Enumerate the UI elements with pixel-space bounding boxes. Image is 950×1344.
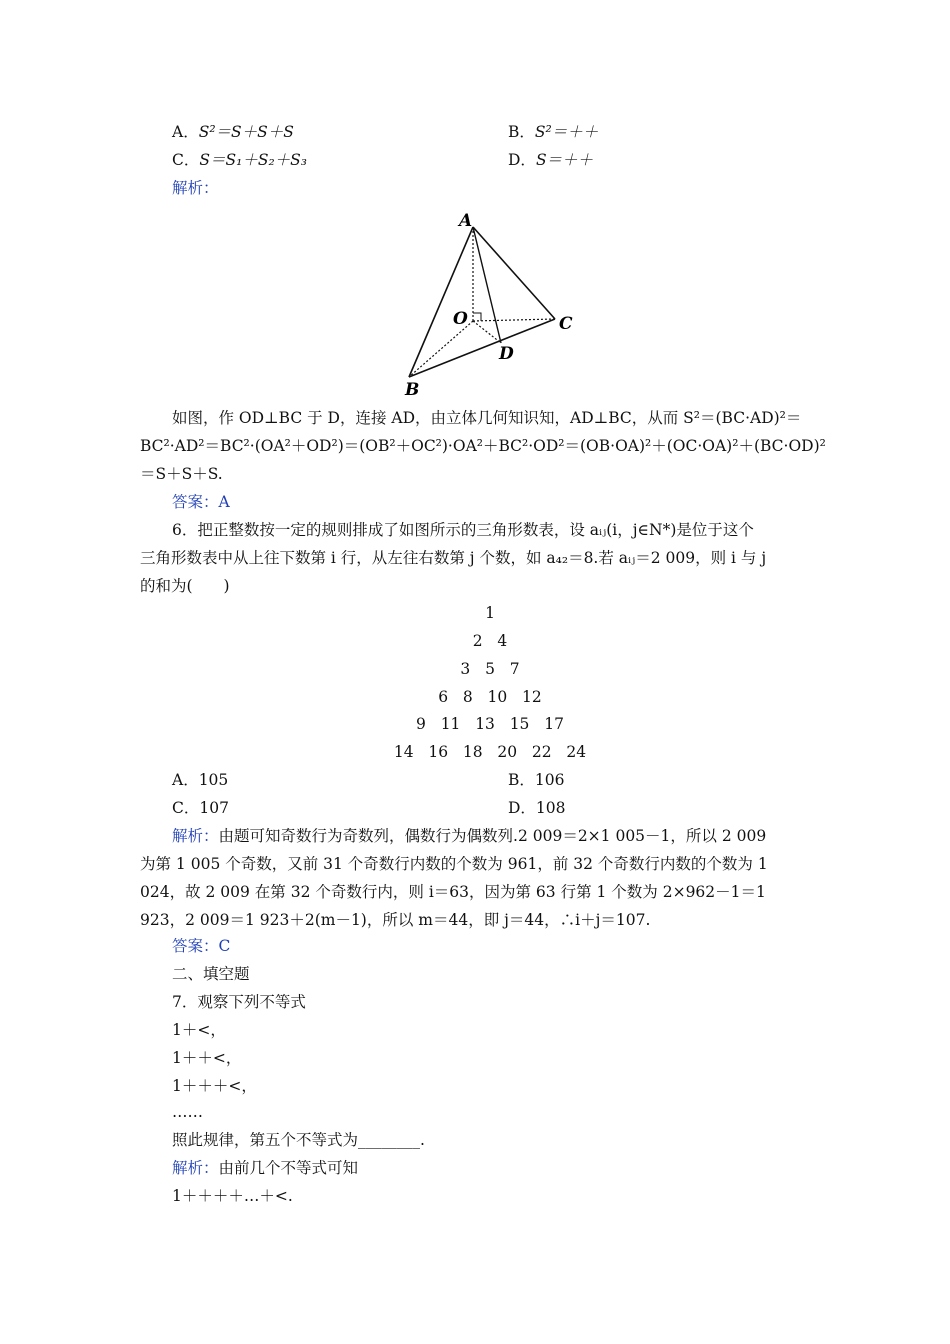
figure-label-o: O — [453, 309, 468, 329]
q5-explain-line3: ＝S＋S＋S. — [140, 465, 223, 483]
figure-label-d: D — [499, 344, 514, 364]
q6-solution-line1 — [172, 826, 766, 846]
q6-solution-line2: 为第 1 005 个奇数，又前 31 个奇数行内数的个数为 961，前 32 个奇数行内数的个数为 1 — [140, 855, 768, 873]
q7-inequality-1: 1＋<， — [172, 1021, 226, 1039]
q6-answer: 答案：C — [172, 937, 231, 955]
q7-title: 7．观察下列不等式 — [172, 993, 306, 1011]
tetrahedron-figure — [395, 205, 585, 400]
q5-explain-line2: BC²·AD²＝BC²·(OA²＋OD²)＝(OB²＋OC²)·OA²＋BC²·OD²＝(OB·OA)²＋(OC·OA)²＋(BC·OD)² — [140, 437, 826, 455]
q5-option-d-text: S＝＋＋ — [535, 151, 594, 169]
q5-option-d-label: D． — [508, 151, 536, 169]
q5-option-c — [172, 150, 307, 170]
q6-line1: 6．把正整数按一定的规则排成了如图所示的三角形数表，设 aᵢⱼ(i，j∈N*)是位于这个 — [172, 521, 754, 539]
q5-option-b-label: B． — [508, 123, 535, 141]
q5-option-a-label: A． — [172, 123, 199, 141]
q7-inequality-2: 1＋＋<， — [172, 1049, 242, 1067]
triangle-row-5: 9 11 13 15 17 — [416, 715, 564, 733]
q7-solution-text: 由前几个不等式可知 — [218, 1159, 359, 1177]
triangle-row-1: 1 — [485, 604, 495, 622]
q5-option-b-text: S²＝＋＋ — [534, 123, 599, 141]
q6-solution-line3: 024，故 2 009 在第 32 个奇数行内，则 i＝63，因为第 63 行第 1 个数为 2×962－1＝1 — [140, 883, 766, 901]
q7-prompt: 照此规律，第五个不等式为________. — [172, 1131, 425, 1149]
triangle-row-4: 6 8 10 12 — [438, 688, 542, 706]
q5-solution-label: 解析： — [172, 179, 219, 197]
q6-solution-label: 解析： — [172, 827, 219, 845]
triangle-row-6: 14 16 18 20 22 24 — [393, 743, 587, 761]
q6-solution-line4: 923，2 009＝1 923＋2(m－1)，所以 m＝44，即 j＝44，∴i＋j＝107. — [140, 911, 651, 929]
q5-option-c-text: S＝S₁＋S₂＋S₃ — [199, 151, 307, 169]
q5-option-c-label: C． — [172, 151, 200, 169]
figure-label-c: C — [559, 314, 573, 334]
q5-option-d — [508, 150, 593, 170]
q5-answer: 答案：A — [172, 493, 230, 511]
q6-option-a: A．105 — [172, 771, 229, 789]
q5-option-b — [508, 122, 598, 142]
section-title: 二、填空题 — [172, 965, 250, 983]
figure-label-a: A — [459, 211, 473, 231]
q6-line3: 的和为( ) — [140, 577, 230, 595]
q7-solution-label: 解析： — [172, 1159, 219, 1177]
q7-result: 1＋＋＋＋…＋<. — [172, 1187, 293, 1205]
q6-solution-text1: 由题可知奇数行为奇数列，偶数行为偶数列.2 009＝2×1 005－1，所以 2 009 — [218, 827, 767, 845]
figure-label-b: B — [405, 380, 420, 400]
q5-option-a — [172, 122, 294, 142]
q5-option-a-text: S²＝S＋S＋S — [198, 123, 294, 141]
q6-option-d: D．108 — [508, 799, 566, 817]
q6-option-b: B．106 — [508, 771, 565, 789]
q5-explain-line1: 如图，作 OD⊥BC 于 D，连接 AD，由立体几何知识知，AD⊥BC，从而 S²＝(BC·AD)²＝ — [172, 409, 802, 427]
q7-dots: …… — [172, 1103, 203, 1121]
triangle-row-3: 3 5 7 — [460, 660, 520, 678]
triangle-row-2: 2 4 — [472, 632, 508, 650]
q7-inequality-3: 1＋＋＋<， — [172, 1077, 257, 1095]
q6-option-c: C．107 — [172, 799, 229, 817]
q7-solution — [172, 1158, 358, 1178]
q6-line2: 三角形数表中从上往下数第 i 行，从左往右数第 j 个数，如 a₄₂＝8.若 aᵢⱼ＝2 009，则 i 与 j — [140, 549, 767, 567]
